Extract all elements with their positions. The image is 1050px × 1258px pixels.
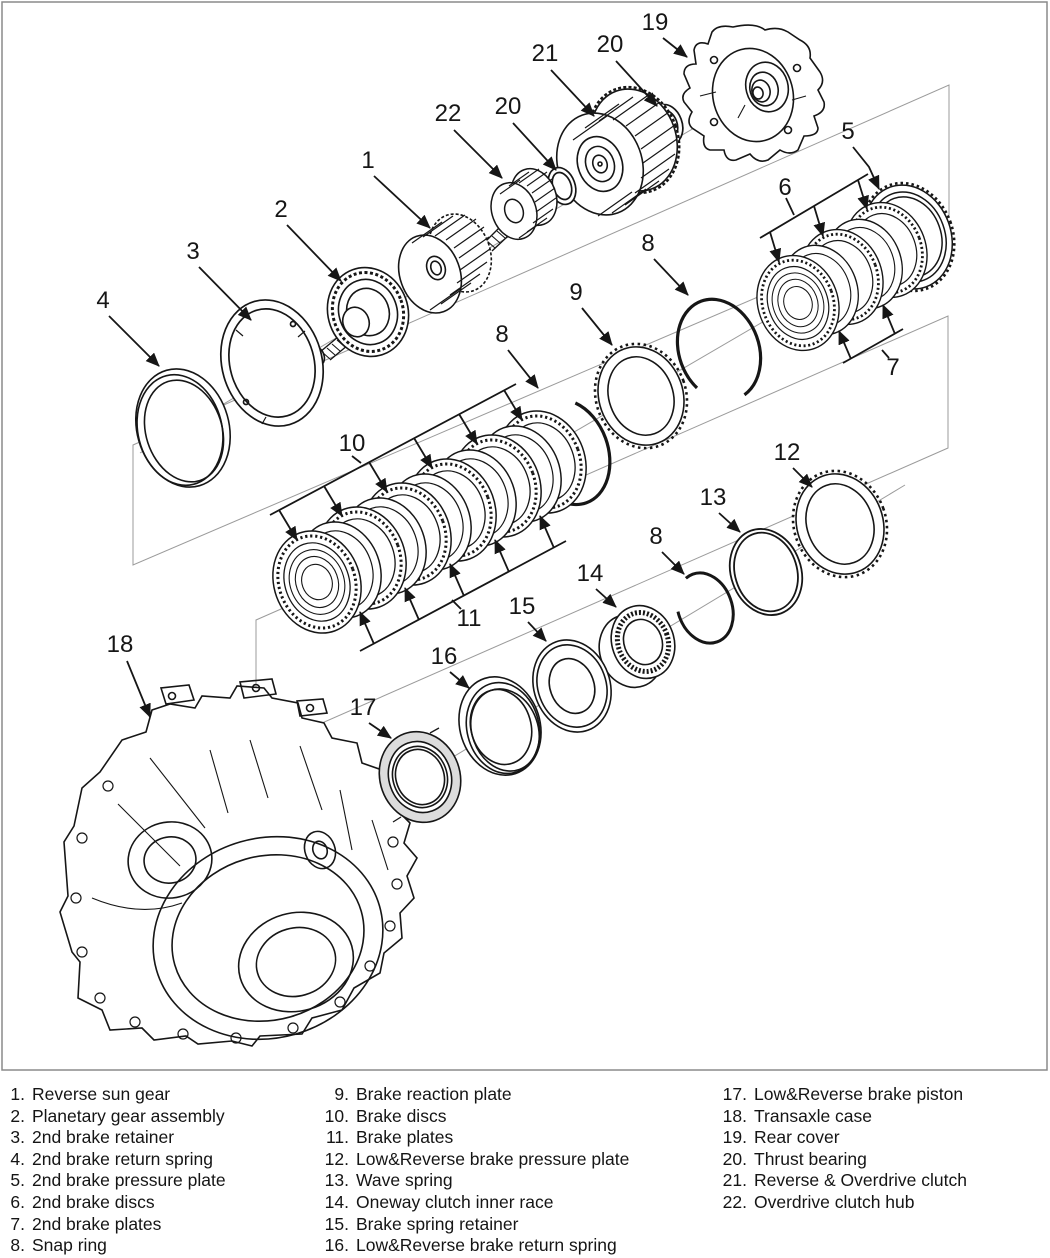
legend-item-number: 17. — [722, 1084, 747, 1104]
callout-4: 4 — [96, 287, 110, 314]
callout-7: 7 — [886, 354, 900, 381]
legend-item-number: 11. — [325, 1127, 349, 1148]
legend-item-number: 18. — [722, 1105, 747, 1126]
legend-item-text: Wave spring — [356, 1170, 453, 1191]
callout-8b: 8 — [495, 321, 509, 348]
callout-3: 3 — [186, 238, 200, 265]
legend-item-number: 19. — [722, 1127, 747, 1148]
legend-item-number: 7. — [10, 1213, 25, 1234]
part-9-brake-reaction-plate — [581, 331, 702, 461]
legend-item-text: Snap ring — [32, 1235, 107, 1256]
legend-item-text: Rear cover — [754, 1127, 840, 1148]
legend-item-number: 3. — [10, 1127, 25, 1148]
legend-item-text: Low&Reverse brake pressure plate — [356, 1148, 630, 1169]
legend-item-number: 15. — [324, 1213, 349, 1234]
legend-item-number: 20. — [722, 1148, 747, 1169]
parts-legend — [0, 1074, 1050, 1257]
legend-item-number: 6. — [10, 1191, 25, 1212]
legend-item — [319, 1127, 715, 1149]
callout-9: 9 — [569, 279, 583, 306]
legend-item — [3, 1235, 319, 1257]
legend-item-text: Planetary gear assembly — [32, 1105, 225, 1126]
callout-20a: 20 — [494, 93, 522, 120]
legend-item — [3, 1214, 319, 1236]
legend-item-text: Reverse sun gear — [32, 1084, 171, 1104]
legend-item-text: Transaxle case — [754, 1105, 873, 1126]
part-18-transaxle-case — [60, 679, 417, 1066]
legend-item — [3, 1149, 319, 1171]
part-10-11-brake-pack — [259, 398, 600, 645]
legend-item-number: 16. — [324, 1235, 349, 1256]
legend-column-1 — [3, 1084, 319, 1257]
legend-item — [3, 1170, 319, 1192]
legend-item-text: Reverse & Overdrive clutch — [754, 1170, 967, 1191]
legend-item-number: 22. — [722, 1191, 747, 1212]
legend-item — [319, 1192, 715, 1214]
legend-item-number: 5. — [10, 1170, 25, 1191]
callout-22: 22 — [434, 100, 462, 127]
callout-16: 16 — [430, 643, 458, 670]
callout-12: 12 — [773, 439, 801, 466]
legend-item — [319, 1106, 715, 1128]
legend-item-number: 21. — [722, 1170, 747, 1191]
legend-item-number: 12. — [324, 1148, 349, 1169]
legend-item-text: Brake discs — [356, 1105, 447, 1126]
legend-item — [3, 1106, 319, 1128]
callout-20b: 20 — [596, 31, 624, 58]
legend-item — [319, 1084, 715, 1106]
legend-item-text: Overdrive clutch hub — [754, 1191, 915, 1212]
callout-18: 18 — [106, 631, 134, 658]
callout-1: 1 — [361, 147, 375, 174]
legend-item-number: 13. — [324, 1170, 349, 1191]
legend-item — [319, 1214, 715, 1236]
legend-item-text: Brake plates — [356, 1127, 454, 1148]
legend-column-2 — [319, 1084, 715, 1257]
legend-item-text: Brake reaction plate — [356, 1084, 512, 1104]
legend-column-3 — [715, 1084, 1050, 1257]
legend-item-text: 2nd brake discs — [32, 1191, 155, 1212]
legend-item-text: Oneway clutch inner race — [356, 1191, 554, 1212]
legend-item — [715, 1149, 1050, 1171]
legend-item — [319, 1149, 715, 1171]
part-19-rear-cover — [683, 25, 824, 161]
legend-item-number: 1. — [10, 1084, 25, 1104]
legend-item — [3, 1084, 319, 1106]
legend-item-number: 14. — [324, 1191, 349, 1212]
legend-item-text: Brake spring retainer — [356, 1213, 519, 1234]
callout-13: 13 — [699, 484, 727, 511]
callout-17: 17 — [349, 694, 377, 721]
legend-item-text: 2nd brake retainer — [32, 1127, 175, 1148]
legend-item — [3, 1192, 319, 1214]
callout-8c: 8 — [649, 523, 663, 550]
callout-11: 11 — [456, 605, 482, 632]
callout-14: 14 — [576, 560, 604, 587]
legend-item — [715, 1170, 1050, 1192]
callout-15: 15 — [508, 593, 536, 620]
callout-10: 10 — [338, 430, 366, 457]
legend-item-text: 2nd brake pressure plate — [32, 1170, 226, 1191]
legend-item-text: 2nd brake plates — [32, 1213, 162, 1234]
legend-item-text: 2nd brake return spring — [32, 1148, 213, 1169]
legend-item — [319, 1170, 715, 1192]
legend-item-number: 10. — [324, 1105, 349, 1126]
legend-item-number: 8. — [10, 1235, 25, 1256]
legend-item — [319, 1235, 715, 1257]
callout-5: 5 — [841, 118, 855, 145]
legend-item — [715, 1106, 1050, 1128]
legend-item-number: 4. — [10, 1148, 25, 1169]
legend-item-text: Thrust bearing — [754, 1148, 867, 1169]
legend-item-text: Low&Reverse brake return spring — [356, 1235, 617, 1256]
legend-item — [715, 1084, 1050, 1106]
callout-2: 2 — [274, 196, 288, 223]
legend-item — [715, 1192, 1050, 1214]
legend-item — [3, 1127, 319, 1149]
callout-19: 19 — [641, 9, 669, 36]
callout-6: 6 — [778, 174, 792, 201]
legend-item — [715, 1127, 1050, 1149]
legend-item-number: 2. — [10, 1105, 25, 1126]
legend-item-number: 9. — [334, 1084, 349, 1104]
callout-8a: 8 — [641, 230, 655, 257]
callout-21: 21 — [531, 40, 559, 67]
legend-item-text: Low&Reverse brake piston — [754, 1084, 964, 1104]
